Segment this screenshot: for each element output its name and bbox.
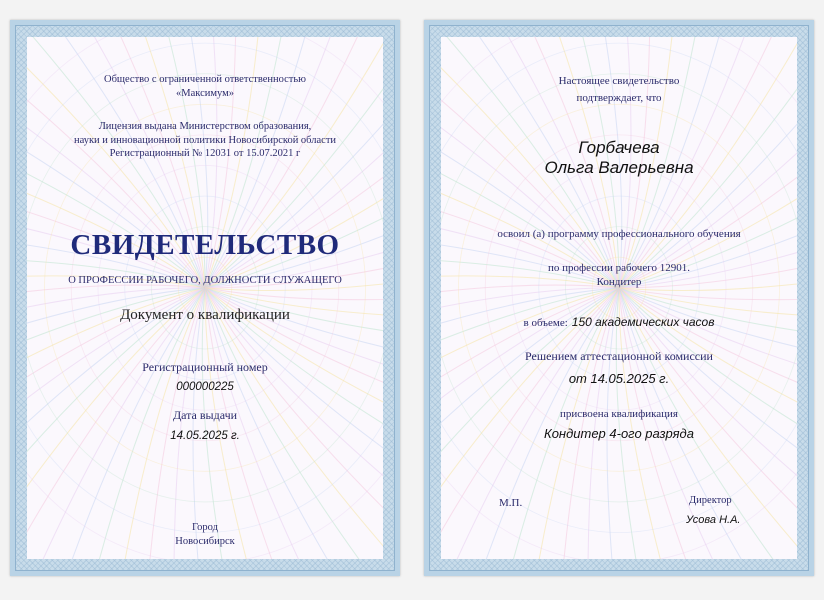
profession-code: по профессии рабочего 12901. [548, 262, 690, 274]
director-name: Усова Н.А. [686, 514, 741, 526]
volume-value: 150 академических часов [571, 315, 715, 329]
certificate-title: СВИДЕТЕЛЬСТВО [70, 229, 340, 261]
rosette-background [27, 37, 383, 559]
holder-name [441, 138, 797, 178]
certificate-front-page [10, 20, 400, 576]
license-info [27, 120, 383, 161]
guilloche-border [429, 25, 809, 571]
holder-given-names: Ольга Валерьевна [544, 158, 694, 177]
intro-text [441, 73, 797, 107]
registration-number: 000000225 [176, 381, 234, 393]
organization-line-2: «Максимум» [175, 87, 235, 99]
license-line-1: Лицензия выдана Министерством образования, [98, 121, 312, 132]
director-label: Директор [689, 495, 732, 506]
intro-line-2: подтверждает, что [576, 92, 662, 104]
rosette-background [441, 37, 797, 559]
qualification-label: присвоена квалификация [560, 408, 678, 420]
organization-name [27, 73, 383, 100]
document-type: Документ о квалификации [120, 307, 290, 323]
guilloche-border [15, 25, 395, 571]
holder-surname: Горбачева [578, 138, 660, 157]
license-line-2: науки и инновационной политики Новосибирской области [73, 134, 337, 146]
volume-label: в объеме: [523, 317, 568, 329]
certificate-subtitle: О ПРОФЕССИИ РАБОЧЕГО, ДОЛЖНОСТИ СЛУЖАЩЕГО [68, 275, 342, 286]
city-block [27, 521, 383, 548]
commission-date: от 14.05.2025 г. [568, 371, 670, 386]
profession-info [441, 262, 797, 289]
stamp-placeholder: М.П. [499, 497, 523, 509]
certificate-back-body [441, 37, 797, 559]
certificate-back-page [424, 20, 814, 576]
qualification-value: Кондитер 4-ого разряда [544, 426, 694, 441]
program-text: освоил (а) программу профессионального обучения [497, 228, 741, 240]
issue-date: 14.05.2025 г. [170, 430, 240, 442]
intro-line-1: Настоящее свидетельство [558, 75, 680, 87]
city-label: Город [192, 522, 218, 533]
city-name: Новосибирск [175, 535, 235, 547]
commission-label: Решением аттестационной комиссии [525, 349, 713, 363]
organization-line-1: Общество с ограниченной ответственностью [103, 74, 307, 85]
volume-row [441, 313, 797, 331]
profession-name: Кондитер [596, 275, 642, 288]
issue-date-label: Дата выдачи [172, 408, 238, 422]
license-line-3: Регистрационный № 12031 от 15.07.2021 г [109, 148, 301, 159]
certificate-front-body [27, 37, 383, 559]
registration-number-label: Регистрационный номер [142, 360, 268, 374]
